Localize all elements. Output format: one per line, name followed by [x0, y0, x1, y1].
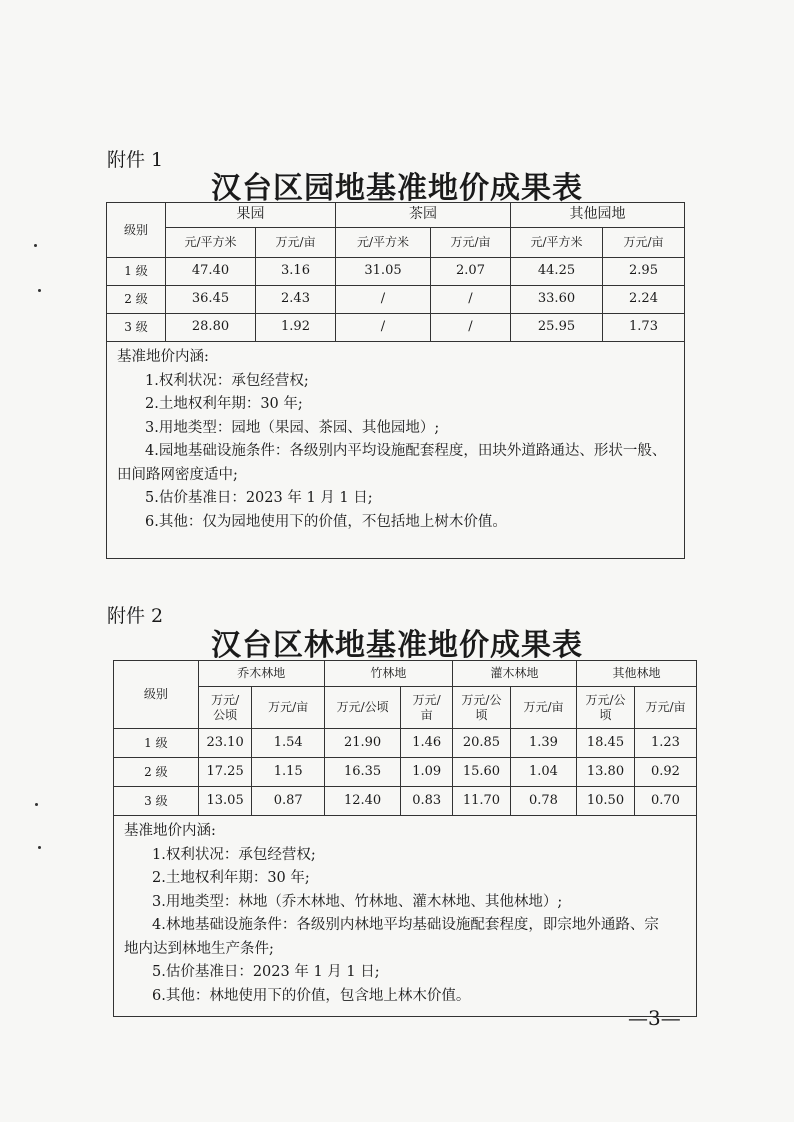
price-cell: 47.40: [166, 258, 256, 286]
group-header: 茶园: [336, 203, 511, 228]
price-cell: 2.43: [256, 286, 336, 314]
group-header: 灌木林地: [453, 661, 577, 687]
group-header: 乔木林地: [198, 661, 324, 687]
price-cell: 2.07: [431, 258, 511, 286]
unit-header: 万元/公顷: [453, 687, 511, 729]
note-item: 3.用地类型：林地（乔木林地、竹林地、灌木林地、其他林地）;: [152, 893, 563, 910]
grade-cell: 3 级: [114, 787, 199, 816]
note-item-continuation: 地内达到林地生产条件;: [124, 940, 274, 957]
price-cell: 18.45: [577, 729, 635, 758]
price-cell: 1.54: [252, 729, 324, 758]
grade-cell: 1 级: [114, 729, 199, 758]
price-cell: 31.05: [336, 258, 431, 286]
price-cell: 12.40: [324, 787, 400, 816]
scan-speck: [35, 803, 38, 806]
scan-speck: [34, 244, 37, 247]
grade-header: 级别: [107, 203, 166, 258]
unit-header: 万元/亩: [603, 228, 685, 258]
note-item: 2.土地权利年期：30 年;: [145, 396, 303, 412]
unit-header: 元/平方米: [511, 228, 603, 258]
unit-header: 元/平方米: [336, 228, 431, 258]
note-item: 6.其他：林地使用下的价值，包含地上林木价值。: [152, 987, 471, 1004]
group-header: 果园: [166, 203, 336, 228]
scan-speck: [38, 846, 41, 849]
price-cell: 1.09: [401, 758, 453, 787]
price-cell: 36.45: [166, 286, 256, 314]
price-cell: 44.25: [511, 258, 603, 286]
unit-header: 万元/公顷: [198, 687, 252, 729]
unit-header: 万元/亩: [510, 687, 576, 729]
price-cell: 1.92: [256, 314, 336, 342]
grade-cell: 2 级: [114, 758, 199, 787]
unit-header: 万元/公顷: [324, 687, 400, 729]
notes-heading: 基准地价内涵:: [117, 349, 209, 365]
price-cell: 1.04: [510, 758, 576, 787]
price-cell: 1.46: [401, 729, 453, 758]
price-cell: /: [336, 286, 431, 314]
price-cell: 25.95: [511, 314, 603, 342]
price-cell: /: [336, 314, 431, 342]
note-item: 4.园地基础设施条件：各级别内平均设施配套程度，田块外道路通达、形状一般、: [145, 443, 667, 459]
price-cell: 16.35: [324, 758, 400, 787]
price-cell: 1.73: [603, 314, 685, 342]
page-number: —3—: [628, 1006, 681, 1030]
price-cell: 13.05: [198, 787, 252, 816]
price-cell: 2.24: [603, 286, 685, 314]
note-item: 5.估价基准日：2023 年 1 月 1 日;: [152, 964, 380, 980]
price-cell: 0.92: [634, 758, 696, 787]
unit-header: 万元/公顷: [577, 687, 635, 729]
unit-header: 元/平方米: [166, 228, 256, 258]
price-cell: 15.60: [453, 758, 511, 787]
notes-cell: [114, 816, 697, 1017]
price-cell: 21.90: [324, 729, 400, 758]
grade-header: 级别: [114, 661, 199, 729]
price-cell: 10.50: [577, 787, 635, 816]
price-cell: 17.25: [198, 758, 252, 787]
price-cell: 13.80: [577, 758, 635, 787]
price-cell: 11.70: [453, 787, 511, 816]
price-cell: 1.15: [252, 758, 324, 787]
land-price-table-1: [106, 202, 685, 559]
note-item: 5.估价基准日：2023 年 1 月 1 日;: [145, 490, 373, 506]
price-cell: 20.85: [453, 729, 511, 758]
price-cell: 0.87: [252, 787, 324, 816]
price-cell: 33.60: [511, 286, 603, 314]
price-cell: 2.95: [603, 258, 685, 286]
price-cell: 3.16: [256, 258, 336, 286]
price-cell: 0.78: [510, 787, 576, 816]
group-header: 其他园地: [511, 203, 685, 228]
price-cell: 1.39: [510, 729, 576, 758]
price-cell: /: [431, 314, 511, 342]
note-item: 2.土地权利年期：30 年;: [152, 870, 310, 886]
grade-cell: 2 级: [107, 286, 166, 314]
attachment-2-label: 附件 2: [107, 605, 164, 627]
notes-cell: [107, 342, 685, 559]
note-item-continuation: 田间路网密度适中;: [117, 466, 238, 483]
table-2-title: 汉台区林地基准地价成果表: [211, 628, 583, 663]
table-1-title: 汉台区园地基准地价成果表: [211, 171, 583, 206]
price-cell: 0.83: [401, 787, 453, 816]
notes-heading: 基准地价内涵:: [124, 823, 216, 839]
price-cell: 1.23: [634, 729, 696, 758]
note-item: 1.权利状况：承包经营权;: [145, 372, 309, 389]
note-item: 6.其他：仅为园地使用下的价值，不包括地上树木价值。: [145, 513, 507, 530]
group-header: 其他林地: [577, 661, 697, 687]
note-item: 3.用地类型：园地（果园、茶园、其他园地）;: [145, 419, 440, 436]
scan-speck: [38, 289, 41, 292]
price-cell: /: [431, 286, 511, 314]
unit-header: 万元/亩: [256, 228, 336, 258]
unit-header: 万元/亩: [431, 228, 511, 258]
grade-cell: 3 级: [107, 314, 166, 342]
unit-header: 万元/亩: [634, 687, 696, 729]
unit-header: 万元/亩: [401, 687, 453, 729]
price-cell: 0.70: [634, 787, 696, 816]
price-cell: 23.10: [198, 729, 252, 758]
attachment-1-label: 附件 1: [107, 149, 164, 171]
grade-cell: 1 级: [107, 258, 166, 286]
price-cell: 28.80: [166, 314, 256, 342]
group-header: 竹林地: [324, 661, 452, 687]
note-item: 1.权利状况：承包经营权;: [152, 846, 316, 863]
land-price-table-2: [113, 660, 697, 1017]
unit-header: 万元/亩: [252, 687, 324, 729]
note-item: 4.林地基础设施条件：各级别内林地平均基础设施配套程度，即宗地外通路、宗: [152, 917, 659, 933]
